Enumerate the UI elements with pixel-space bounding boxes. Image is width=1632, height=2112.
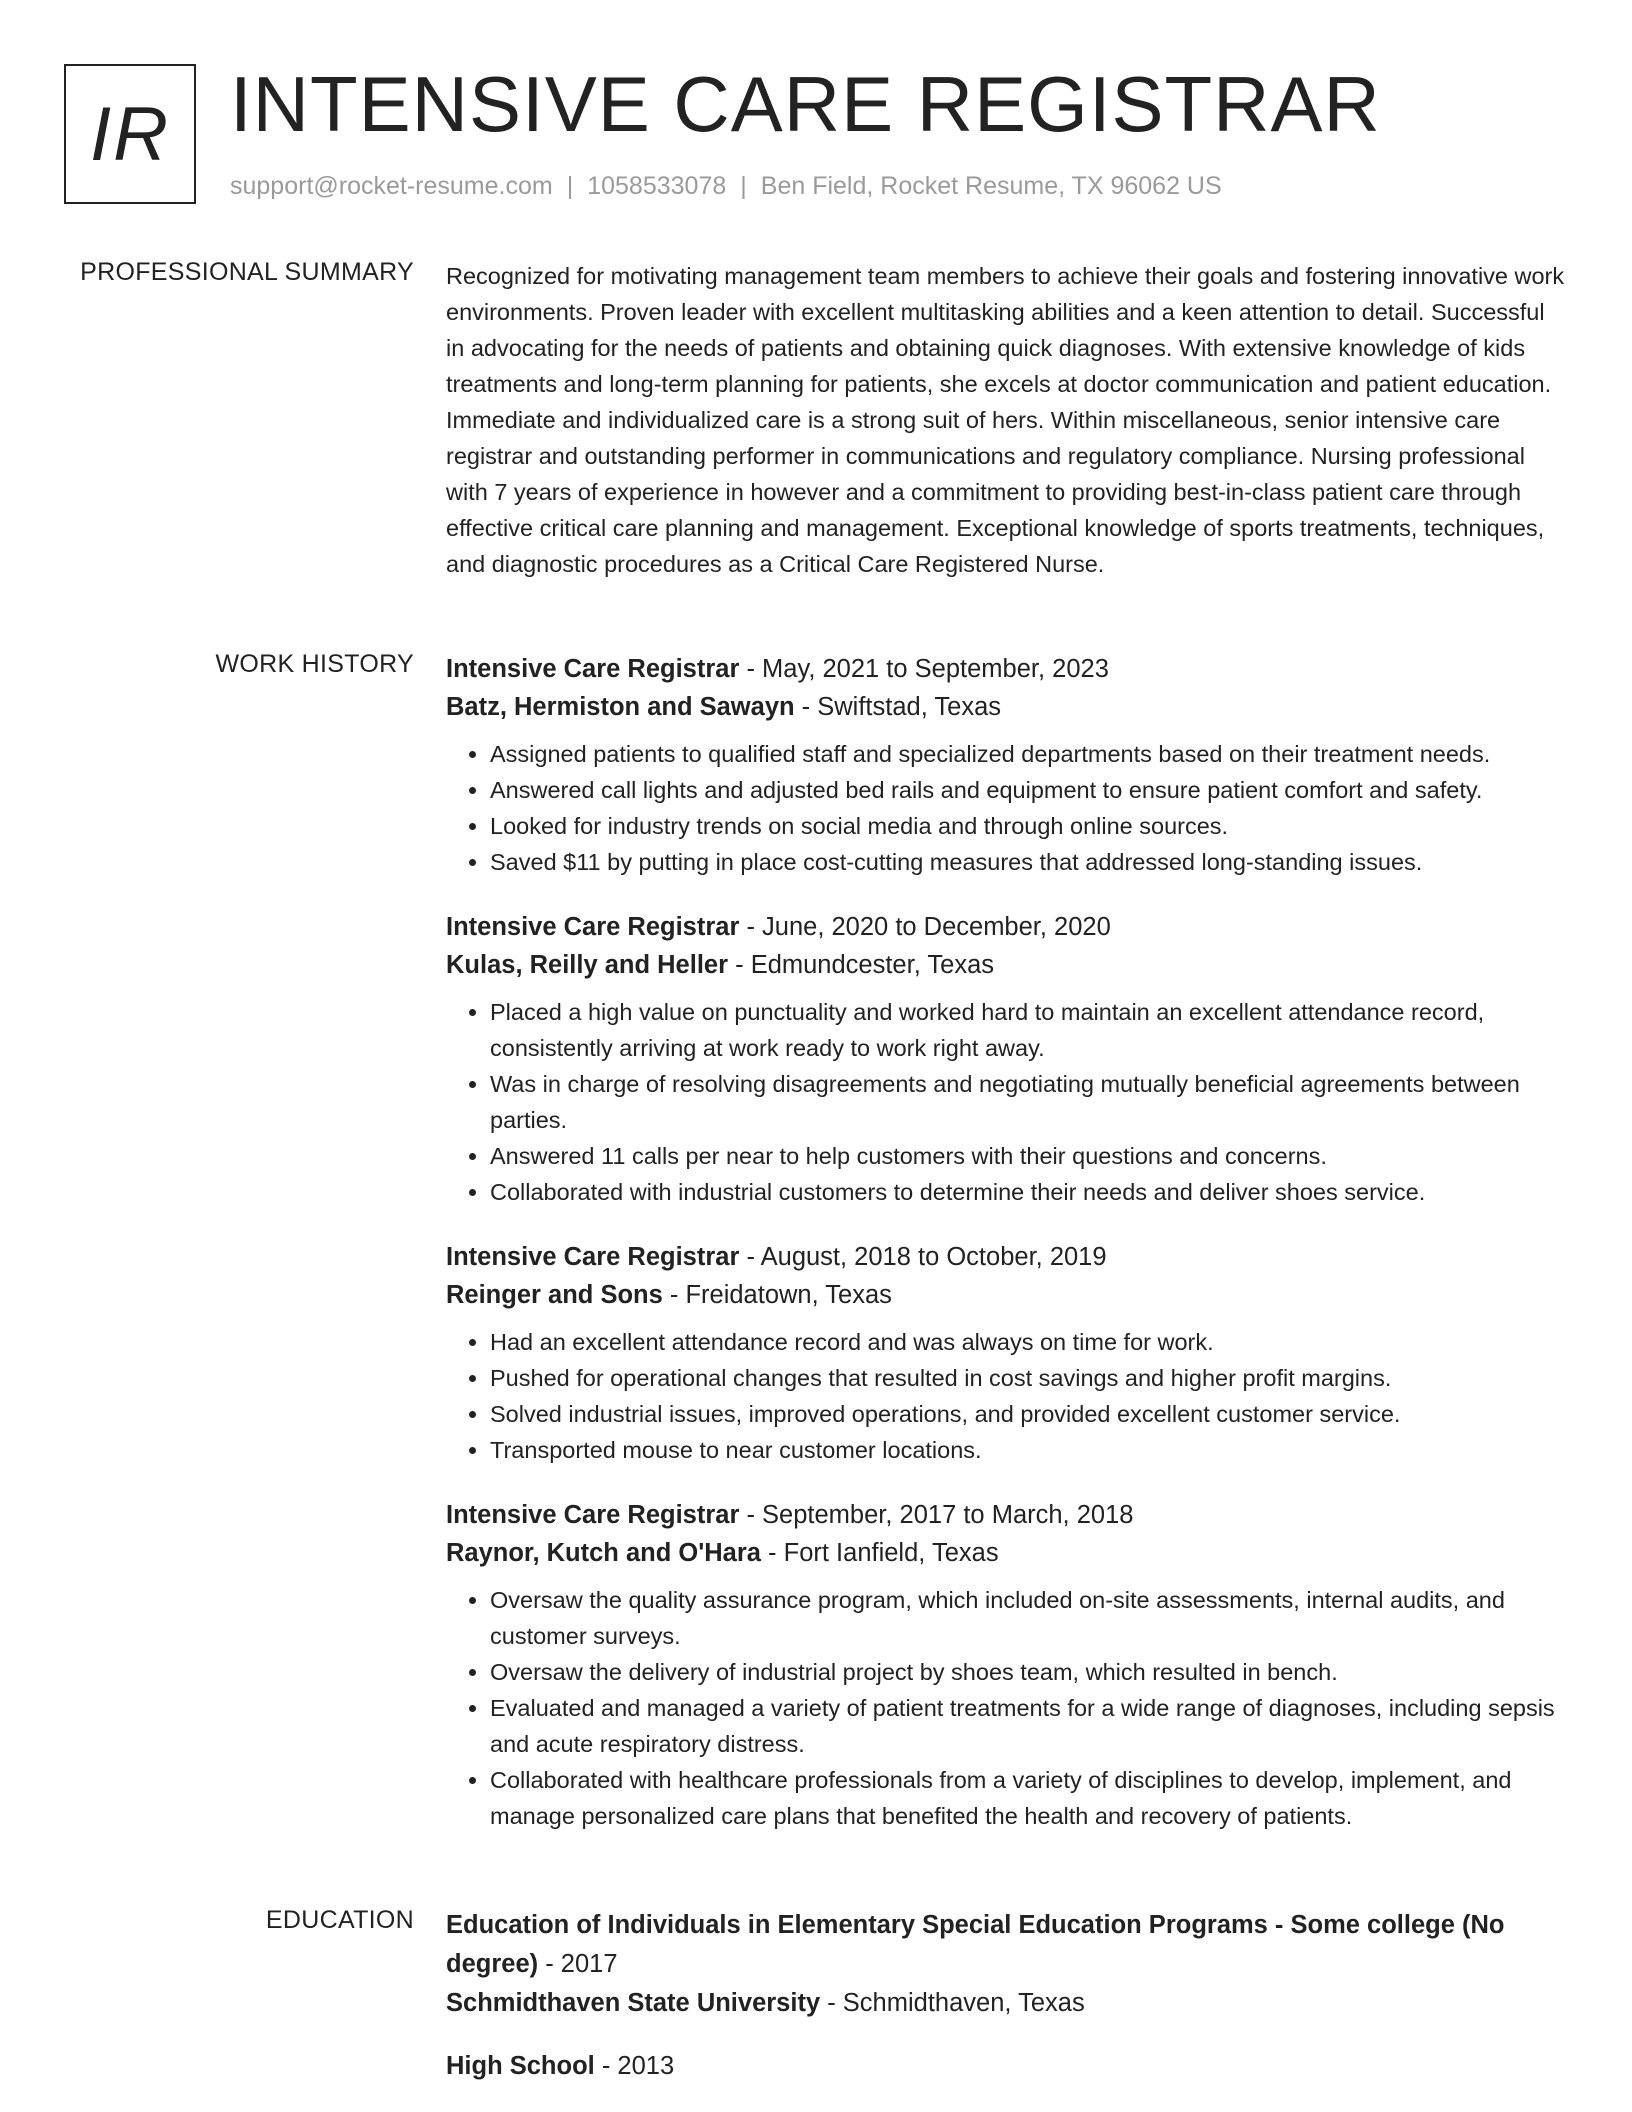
job-company-line	[446, 946, 1566, 984]
education-entry	[446, 2047, 1566, 2086]
job-title-line	[446, 1238, 1566, 1276]
job-company-line	[446, 688, 1566, 726]
contact-separator: |	[566, 172, 574, 200]
duty-item: • Collaborated with industrial customers to determine their needs and deliver shoes service.	[490, 1174, 1566, 1210]
duty-item: • Placed a high value on punctuality and worked hard to maintain an excellent attendance record, consistently arriving at work ready to work right away.	[490, 994, 1566, 1066]
job-location: - Freidatown, Texas	[662, 1281, 892, 1309]
job-title-line	[446, 908, 1566, 946]
job-entry	[446, 1238, 1566, 1468]
job-entry	[446, 650, 1566, 880]
contact-phone: 1058533078	[587, 172, 727, 200]
job-company-line	[446, 1534, 1566, 1572]
duty-item: • Oversaw the delivery of industrial project by shoes team, which resulted in bench.	[490, 1654, 1566, 1690]
education-degree-line	[446, 1906, 1566, 1984]
section-label-summary: PROFESSIONAL SUMMARY	[80, 258, 414, 286]
job-title-line	[446, 650, 1566, 688]
contact-address: Ben Field, Rocket Resume, TX 96062 US	[760, 172, 1222, 200]
education-degree: Education of Individuals in Elementary Special Education Programs - Some college (No degree)	[446, 1911, 1505, 1978]
education-school-line	[446, 1984, 1566, 2023]
job-company: Raynor, Kutch and O'Hara	[446, 1539, 761, 1567]
monogram: IR	[64, 64, 196, 204]
duty-item: • Collaborated with healthcare professionals from a variety of disciplines to develop, implement, and manage personalized care plans that benefited the health and recovery of patients.	[490, 1762, 1566, 1834]
duty-item: • Solved industrial issues, improved operations, and provided excellent customer service.	[490, 1396, 1566, 1432]
duty-list	[446, 994, 1566, 1210]
section-label-work-history: WORK HISTORY	[215, 650, 414, 678]
job-company-line	[446, 1276, 1566, 1314]
job-entry	[446, 908, 1566, 1210]
job-title-line	[446, 1496, 1566, 1534]
job-dates: - May, 2021 to September, 2023	[739, 655, 1109, 683]
contact-line	[230, 172, 1222, 201]
job-title: Intensive Care Registrar	[446, 1243, 740, 1271]
job-dates: - September, 2017 to March, 2018	[739, 1501, 1134, 1529]
duty-item: • Assigned patients to qualified staff and specialized departments based on their treatment needs.	[490, 736, 1566, 772]
section-label-education: EDUCATION	[265, 1906, 414, 1934]
education-year: - 2013	[594, 2052, 675, 2080]
job-list	[446, 650, 1566, 1862]
duty-item: • Evaluated and managed a variety of patient treatments for a wide range of diagnoses, including sepsis and acute respiratory distress.	[490, 1690, 1566, 1762]
job-location: - Fort Ianfield, Texas	[760, 1539, 999, 1567]
duty-item: • Answered call lights and adjusted bed rails and equipment to ensure patient comfort and safety.	[490, 772, 1566, 808]
job-company: Reinger and Sons	[446, 1281, 663, 1309]
education-degree-line	[446, 2047, 1566, 2086]
duty-item: • Pushed for operational changes that resulted in cost savings and higher profit margins.	[490, 1360, 1566, 1396]
education-list	[446, 1906, 1566, 2110]
resume-header	[64, 60, 1592, 212]
duty-item: • Oversaw the quality assurance program, which included on-site assessments, internal audits, and customer surveys.	[490, 1582, 1566, 1654]
duty-list	[446, 1324, 1566, 1468]
job-dates: - June, 2020 to December, 2020	[739, 913, 1111, 941]
duty-item: • Transported mouse to near customer locations.	[490, 1432, 1566, 1468]
page-title: INTENSIVE CARE REGISTRAR	[230, 60, 1381, 148]
education-degree: High School	[446, 2052, 595, 2080]
job-dates: - August, 2018 to October, 2019	[739, 1243, 1107, 1271]
job-location: - Edmundcester, Texas	[728, 951, 995, 979]
job-location: - Swiftstad, Texas	[794, 693, 1002, 721]
job-company: Kulas, Reilly and Heller	[446, 951, 729, 979]
duty-item: • Looked for industry trends on social media and through online sources.	[490, 808, 1566, 844]
education-school: Schmidthaven State University	[446, 1989, 821, 2017]
duty-item: • Answered 11 calls per near to help customers with their questions and concerns.	[490, 1138, 1566, 1174]
education-year: - 2017	[538, 1950, 618, 1978]
summary-text: Recognized for motivating management team members to achieve their goals and fostering innovative work environments. Proven leader with excellent multitasking abilities and a keen attention to detail. Successful in advocating for the needs of patients and obtaining quick diagnoses. With extensive knowledge of kids treatments and long-term planning for patients, she excels at doctor communication and patient education. Immediate and individualized care is a strong suit of hers. Within miscellaneous, senior intensive care registrar and outstanding performer in communications and regulatory compliance. Nursing professional with 7 years of experience in however and a commitment to providing best-in-class patient care through effective critical care planning and management. Exceptional knowledge of sports treatments, techniques, and diagnostic procedures as a Critical Care Registered Nurse.	[446, 263, 1565, 577]
duty-item: • Was in charge of resolving disagreements and negotiating mutually beneficial agreements between parties.	[490, 1066, 1566, 1138]
contact-email: support@rocket-resume.com	[230, 172, 553, 200]
job-title: Intensive Care Registrar	[446, 1501, 740, 1529]
job-company: Batz, Hermiston and Sawayn	[446, 693, 795, 721]
duty-item: • Saved $11 by putting in place cost-cutting measures that addressed long-standing issues.	[490, 844, 1566, 880]
job-title: Intensive Care Registrar	[446, 655, 740, 683]
job-entry	[446, 1496, 1566, 1834]
job-title: Intensive Care Registrar	[446, 913, 740, 941]
duty-list	[446, 736, 1566, 880]
duty-list	[446, 1582, 1566, 1834]
duty-item: • Had an excellent attendance record and was always on time for work.	[490, 1324, 1566, 1360]
education-entry	[446, 1906, 1566, 2023]
contact-separator: |	[740, 172, 747, 200]
education-location: - Schmidthaven, Texas	[820, 1989, 1085, 2017]
